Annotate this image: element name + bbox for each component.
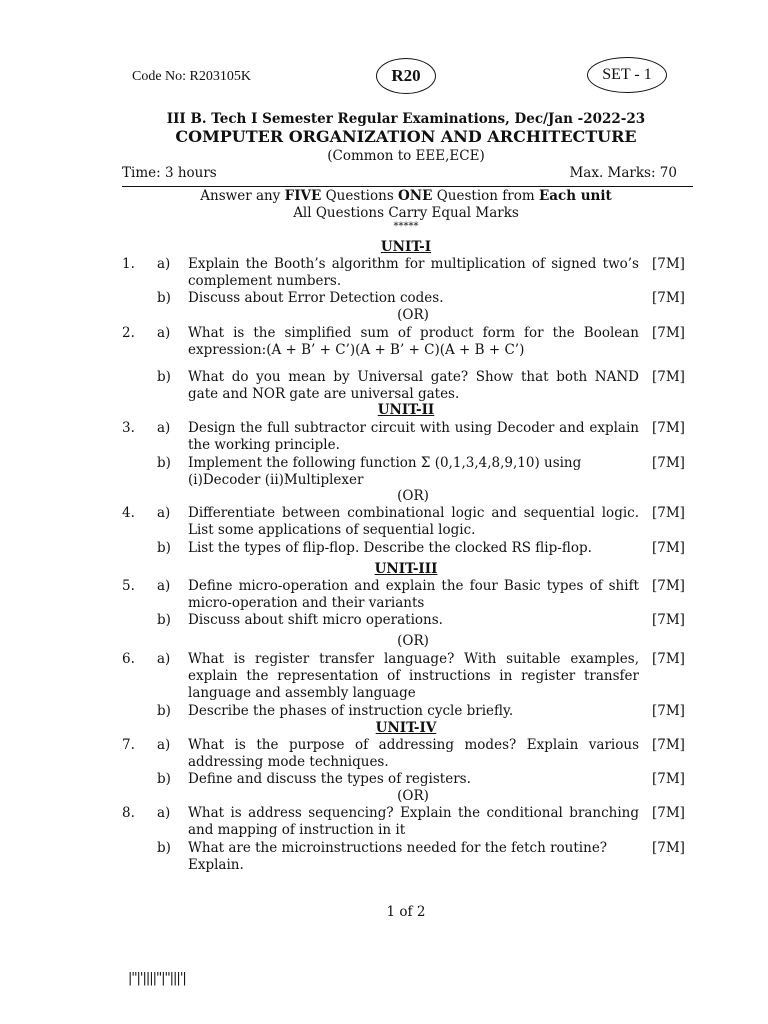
or-separator: (OR) bbox=[397, 788, 429, 804]
question-text: Define micro-operation and explain the four Basic types of shift micro-operation and their variants bbox=[188, 578, 639, 611]
or-separator: (OR) bbox=[397, 488, 429, 504]
question-number: 8. bbox=[122, 805, 135, 821]
question-text: What do you mean by Universal gate? Show that both NAND gate and NOR gate are universal gates. bbox=[188, 369, 639, 402]
question-text: Explain the Booth’s algorithm for multiplication of signed two’s complement numbers. bbox=[188, 256, 639, 289]
part-label: a) bbox=[157, 737, 171, 753]
question-number: 2. bbox=[122, 325, 135, 341]
part-label: a) bbox=[157, 651, 171, 667]
unit-heading: UNIT-I bbox=[380, 239, 432, 255]
question-number: 6. bbox=[122, 651, 135, 667]
marks-label: [7M] bbox=[652, 805, 685, 821]
marks-label: [7M] bbox=[652, 455, 685, 471]
header-divider bbox=[122, 186, 693, 187]
marks-label: [7M] bbox=[652, 256, 685, 272]
marks-label: [7M] bbox=[652, 540, 685, 556]
unit-heading: UNIT-III bbox=[374, 561, 438, 577]
question-text: Describe the phases of instruction cycle briefly. bbox=[188, 703, 514, 719]
marks-label: [7M] bbox=[652, 369, 685, 385]
code-number: Code No: R203105K bbox=[132, 69, 251, 84]
barcode: |''|'||||''|''|||'| bbox=[128, 971, 186, 986]
marks-label: [7M] bbox=[652, 840, 685, 856]
marks-label: [7M] bbox=[652, 325, 685, 341]
part-label: b) bbox=[157, 290, 171, 306]
part-label: b) bbox=[157, 703, 171, 719]
marks-label: [7M] bbox=[652, 703, 685, 719]
subject-title: COMPUTER ORGANIZATION AND ARCHITECTURE bbox=[175, 127, 637, 146]
common-to: (Common to EEE,ECE) bbox=[327, 148, 485, 164]
question-number: 4. bbox=[122, 505, 135, 521]
question-text: Discuss about Error Detection codes. bbox=[188, 290, 444, 306]
question-text: What is register transfer language? With suitable examples, explain the representation of instructions in register transfer language and assembly language bbox=[188, 651, 639, 701]
equal-marks-note: All Questions Carry Equal Marks bbox=[293, 205, 519, 221]
marks-label: [7M] bbox=[652, 578, 685, 594]
question-text: What is the purpose of addressing modes? Explain various addressing mode techniques. bbox=[188, 737, 639, 770]
part-label: a) bbox=[157, 420, 171, 436]
set-badge: SET - 1 bbox=[587, 57, 667, 93]
question-text: What is address sequencing? Explain the conditional branching and mapping of instruction in it bbox=[188, 805, 639, 838]
question-text: What are the microinstructions needed for the fetch routine? bbox=[188, 840, 608, 856]
marks-label: [7M] bbox=[652, 505, 685, 521]
exam-title: III B. Tech I Semester Regular Examinations, Dec/Jan -2022-23 bbox=[166, 111, 646, 127]
max-marks: Max. Marks: 70 bbox=[569, 165, 677, 181]
question-number: 7. bbox=[122, 737, 135, 753]
question-number: 1. bbox=[122, 256, 135, 272]
part-label: b) bbox=[157, 612, 171, 628]
question-text: What is the simplified sum of product form for the Boolean expression:(A + B’ + C’)(A + B’ + C)(A + B + C’) bbox=[188, 325, 639, 358]
regulation-badge: R20 bbox=[376, 58, 436, 94]
part-label: b) bbox=[157, 455, 171, 471]
marks-label: [7M] bbox=[652, 290, 685, 306]
part-label: b) bbox=[157, 771, 171, 787]
question-text: Implement the following function Σ (0,1,3,4,8,9,10) using bbox=[188, 455, 582, 471]
marks-label: [7M] bbox=[652, 737, 685, 753]
marks-label: [7M] bbox=[652, 651, 685, 667]
part-label: a) bbox=[157, 256, 171, 272]
question-text: Differentiate between combinational logic and sequential logic. List some applications of sequential logic. bbox=[188, 505, 639, 538]
marks-label: [7M] bbox=[652, 612, 685, 628]
or-separator: (OR) bbox=[397, 307, 429, 323]
question-number: 3. bbox=[122, 420, 135, 436]
question-text: Explain. bbox=[188, 857, 244, 873]
part-label: a) bbox=[157, 325, 171, 341]
part-label: b) bbox=[157, 840, 171, 856]
unit-heading: UNIT-IV bbox=[375, 720, 437, 736]
unit-heading: UNIT-II bbox=[377, 402, 435, 418]
question-text: Discuss about shift micro operations. bbox=[188, 612, 443, 628]
part-label: b) bbox=[157, 540, 171, 556]
time-duration: Time: 3 hours bbox=[122, 165, 217, 181]
part-label: b) bbox=[157, 369, 171, 385]
marks-label: [7M] bbox=[652, 420, 685, 436]
part-label: a) bbox=[157, 505, 171, 521]
question-number: 5. bbox=[122, 578, 135, 594]
or-separator: (OR) bbox=[397, 633, 429, 649]
part-label: a) bbox=[157, 578, 171, 594]
question-text: (i)Decoder (ii)Multiplexer bbox=[188, 472, 364, 488]
instructions-line: Answer any FIVE Questions ONE Question from Each unit bbox=[200, 188, 612, 204]
marks-label: [7M] bbox=[652, 771, 685, 787]
page-number: 1 of 2 bbox=[386, 904, 426, 920]
stars-separator: ***** bbox=[393, 221, 419, 232]
question-text: Design the full subtractor circuit with using Decoder and explain the working principle. bbox=[188, 420, 639, 453]
question-text: Define and discuss the types of registers. bbox=[188, 771, 471, 787]
part-label: a) bbox=[157, 805, 171, 821]
question-text: List the types of flip-flop. Describe the clocked RS flip-flop. bbox=[188, 540, 592, 556]
